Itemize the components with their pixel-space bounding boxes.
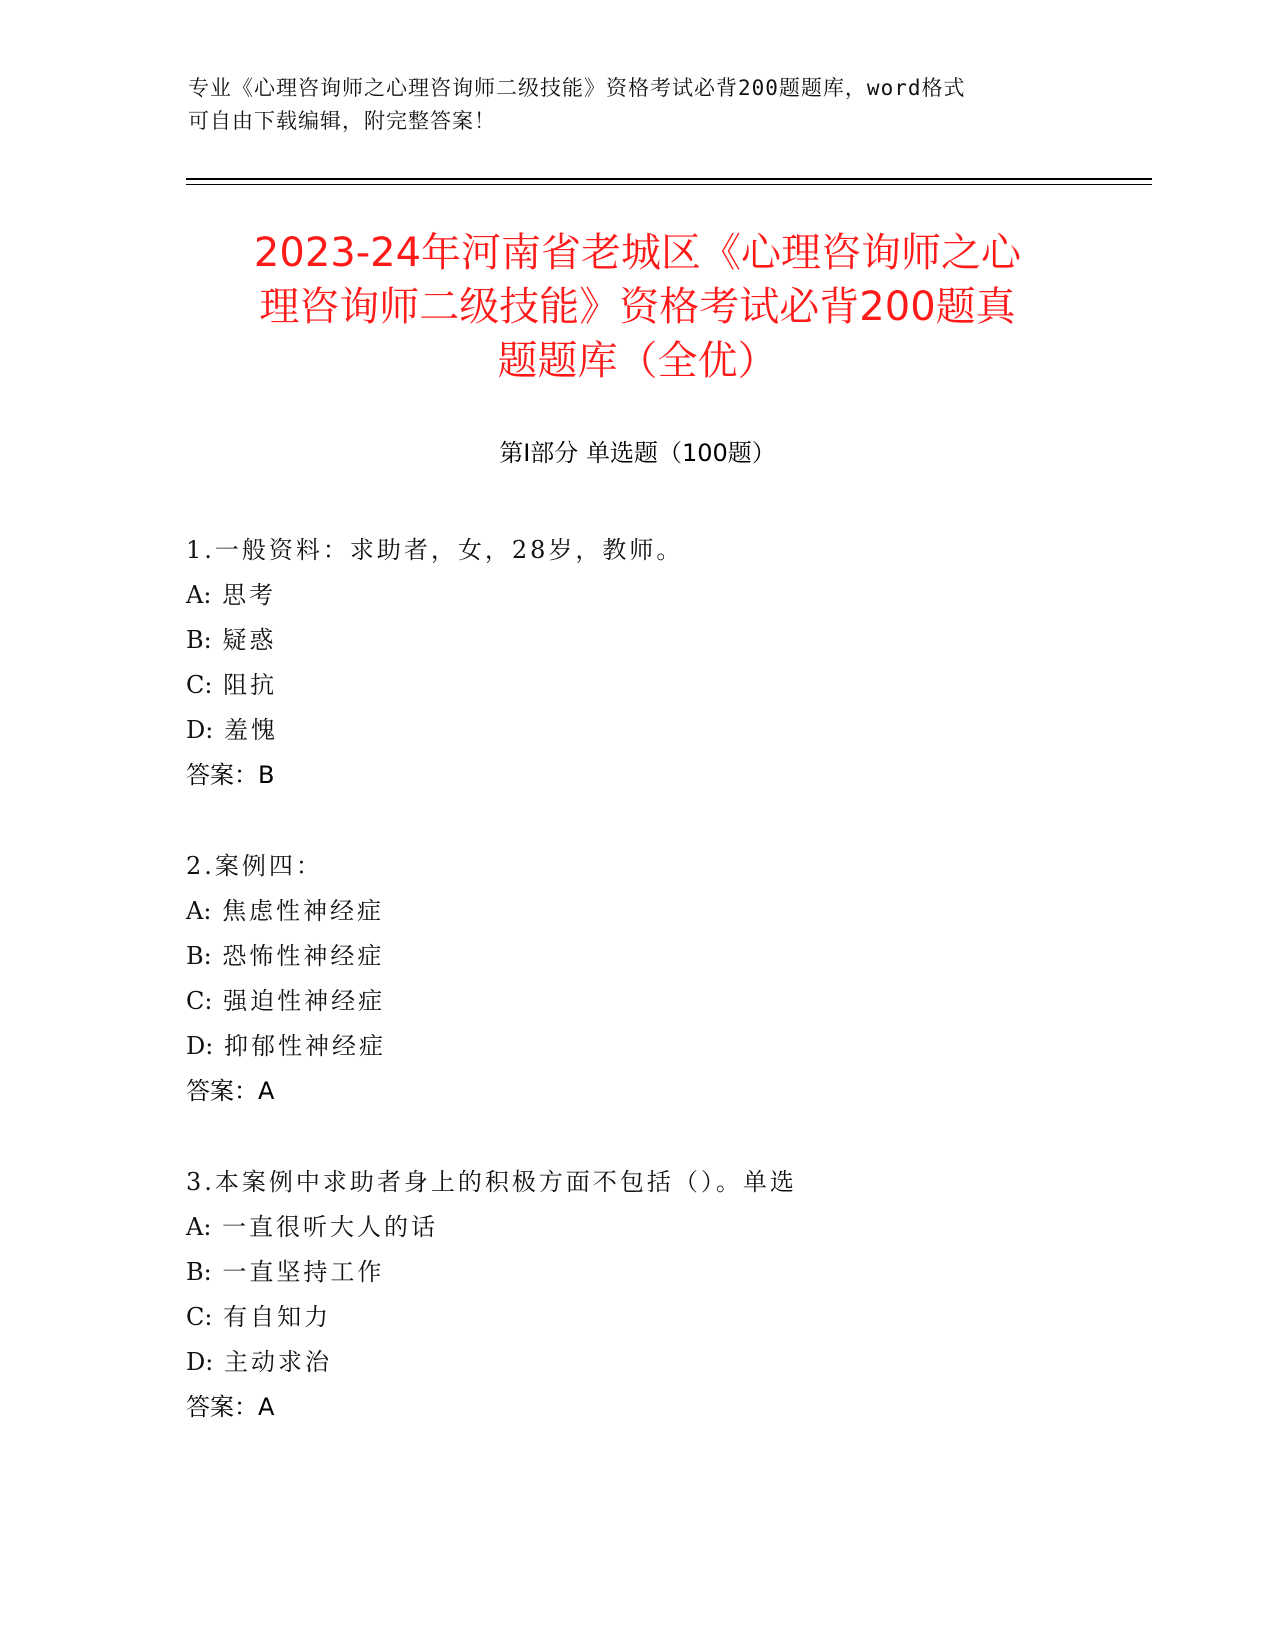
header-divider-thin xyxy=(186,184,1152,185)
option-text: 一直很听大人的话 xyxy=(222,1213,439,1241)
option-text: 思考 xyxy=(222,581,277,609)
option-c xyxy=(186,979,1146,1024)
option-a xyxy=(186,573,1146,618)
option-key: D: xyxy=(186,716,214,744)
question-stem: 1.一般资料：求助者，女，28岁，教师。 xyxy=(186,536,684,564)
answer-line: 答案：B xyxy=(186,761,275,789)
section-heading: 第Ⅰ部分 单选题（100题） xyxy=(499,439,776,467)
option-key: B: xyxy=(186,942,212,970)
document-title xyxy=(140,226,1135,388)
option-text: 羞愧 xyxy=(223,716,278,744)
option-text: 强迫性神经症 xyxy=(223,987,386,1015)
question-stem: 2.案例四： xyxy=(186,852,323,880)
title-line-2: 理咨询师二级技能》资格考试必背200题真 xyxy=(259,284,1016,330)
option-text: 一直坚持工作 xyxy=(222,1258,385,1286)
option-text: 疑惑 xyxy=(222,626,277,654)
option-text: 焦虑性神经症 xyxy=(222,897,385,925)
answer-line: 答案：A xyxy=(186,1077,275,1105)
option-key: B: xyxy=(186,1258,212,1286)
option-key: A: xyxy=(186,1213,212,1241)
option-b xyxy=(186,618,1146,663)
option-key: D: xyxy=(186,1348,214,1376)
option-key: A: xyxy=(186,581,212,609)
option-text: 抑郁性神经症 xyxy=(223,1032,386,1060)
document-header-note xyxy=(188,72,1088,138)
option-text: 阻抗 xyxy=(223,671,278,699)
option-key: D: xyxy=(186,1032,214,1060)
question-list xyxy=(186,528,1146,1476)
question-3 xyxy=(186,1160,1146,1430)
option-a xyxy=(186,889,1146,934)
question-1 xyxy=(186,528,1146,798)
title-line-1: 2023-24年河南省老城区《心理咨询师之心 xyxy=(253,230,1022,276)
option-text: 主动求治 xyxy=(223,1348,332,1376)
header-note-line-2: 可自由下载编辑，附完整答案！ xyxy=(188,109,496,133)
question-stem: 3.本案例中求助者身上的积极方面不包括（）。单选 xyxy=(186,1168,797,1196)
option-key: B: xyxy=(186,626,212,654)
option-key: C: xyxy=(186,987,213,1015)
option-d xyxy=(186,708,1146,753)
option-text: 有自知力 xyxy=(223,1303,332,1331)
option-key: C: xyxy=(186,671,213,699)
option-key: A: xyxy=(186,897,212,925)
option-c xyxy=(186,1295,1146,1340)
option-key: C: xyxy=(186,1303,213,1331)
option-b xyxy=(186,934,1146,979)
option-b xyxy=(186,1250,1146,1295)
option-a xyxy=(186,1205,1146,1250)
header-divider-thick xyxy=(186,178,1152,180)
question-2 xyxy=(186,844,1146,1114)
title-line-3: 题题库（全优） xyxy=(497,338,778,384)
option-text: 恐怖性神经症 xyxy=(222,942,385,970)
header-note-line-1: 专业《心理咨询师之心理咨询师二级技能》资格考试必背200题题库，word格式 xyxy=(188,76,966,100)
option-d xyxy=(186,1340,1146,1385)
option-c xyxy=(186,663,1146,708)
option-d xyxy=(186,1024,1146,1069)
answer-line: 答案：A xyxy=(186,1393,275,1421)
